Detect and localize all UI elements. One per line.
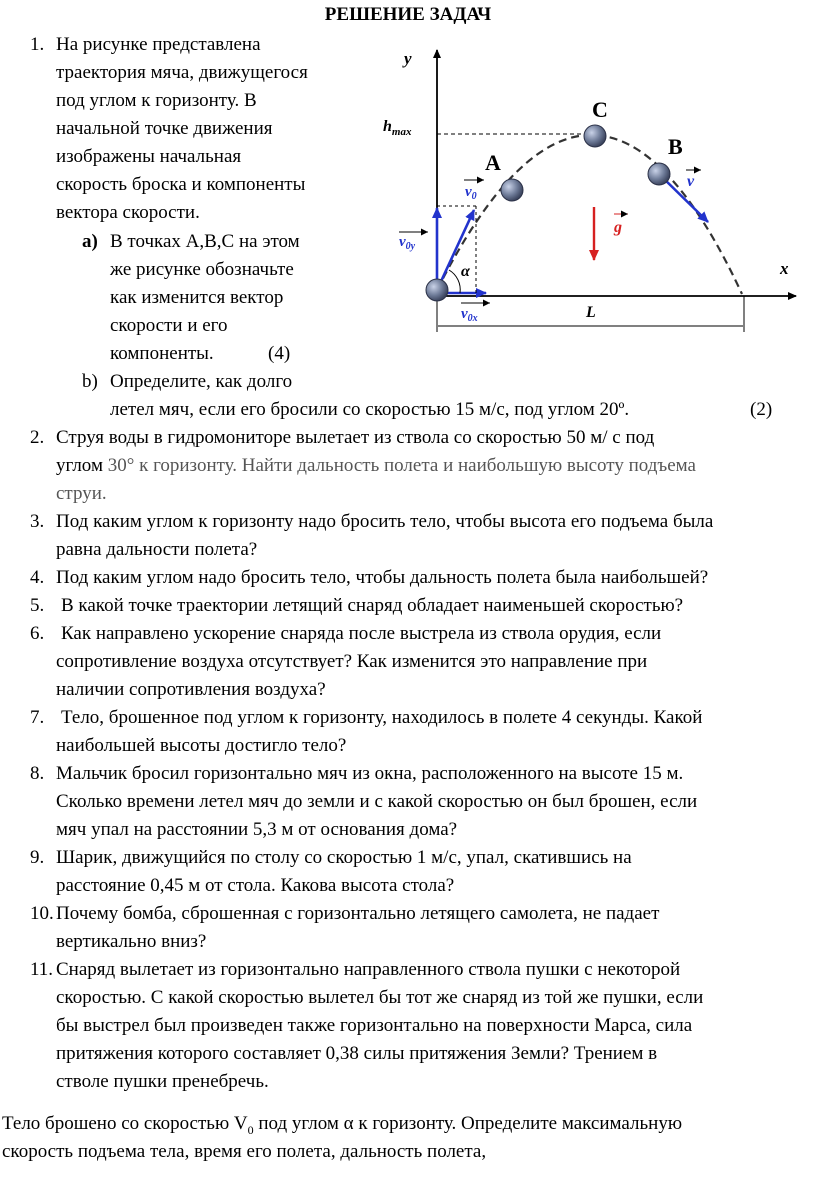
problem-1-line: изображены начальная [56,146,242,167]
subtask-b-line: летел мяч, если его бросили со скоростью 15 м/с, под углом 20º. [110,399,630,420]
problem-9-number: 9. [30,847,45,868]
problem-3-number: 3. [30,511,45,532]
problem-10-line: Почему бомба, сброшенная с горизонтально летящего самолета, не падает [56,903,660,924]
problem-1-line: траектория мяча, движущегося [56,62,308,83]
problem-1-line: вектора скорости. [56,202,200,223]
problem-9-line: Шарик, движущийся по столу со скоростью 1 м/с, упал, скатившись на [56,847,632,868]
problem-2-text-black: углом [56,455,108,476]
svg-text:v: v [687,173,695,190]
subtask-a-line: скорости и его [110,315,228,336]
trajectory-curve [437,135,742,294]
problem-6-line: наличии сопротивления воздуха? [56,679,326,700]
subtask-a-points: (4) [268,343,291,364]
problem-11-line: стволе пушки пренебречь. [56,1071,269,1092]
problem-6-line: сопротивление воздуха отсутствует? Как изменится это направление при [56,651,648,672]
problem-11-line: Снаряд вылетает из горизонтально направленного ствола пушки с некоторой [56,959,681,980]
problem-10-line: вертикально вниз? [56,931,207,952]
x-axis-label: x [780,259,789,278]
problem-3-line: Под каким углом к горизонту надо бросить тело, чтобы высота его подъема была [56,511,714,532]
problem-11-line: скоростью. С какой скоростью вылетел бы тот же снаряд из той же пушки, если [56,987,704,1008]
alpha-label: α [461,263,470,280]
problem-1-line: под углом к горизонту. В [56,90,257,111]
problem-7-line: Тело, брошенное под углом к горизонту, находилось в полете 4 секунды. Какой [61,707,703,728]
final-task-line: скорость подъема тела, время его полета, дальность полета, [2,1141,487,1162]
problem-9-line: расстояние 0,45 м от стола. Какова высота стола? [56,875,455,896]
v0x-label [461,303,490,324]
problem-7-line: наибольшей высоты достигло тело? [56,735,347,756]
subtask-b-line: Определите, как долго [110,371,293,392]
problem-2-line [56,453,696,479]
problem-8-line: Мальчик бросил горизонтально мяч из окна, расположенного на высоте 15 м. [56,763,684,784]
problem-10-number: 10. [30,903,54,924]
problem-8-line: Сколько времени летел мяч до земли и с какой скоростью он был брошен, если [56,791,698,812]
problem-11-line: бы выстрел был произведен также горизонтально на поверхности Марса, сила [56,1015,693,1036]
problem-3-line: равна дальности полета? [56,539,258,560]
problem-2-number: 2. [30,427,45,448]
svg-text:v0x: $v_{0x}$ [461,306,478,324]
svg-text:v0y: $v_{0y}$ [399,234,416,252]
problem-11-number: 11. [30,959,54,980]
problem-6-number: 6. [30,623,45,644]
final-task-text: Тело брошено со скоростью V [2,1113,248,1134]
v-label [686,170,701,190]
problem-1-line: начальной точке движения [56,118,273,139]
v0y-label [399,232,428,252]
ball-b [648,163,670,185]
problem-4-line: Под каким углом надо бросить тело, чтобы дальность полета была наибольшей? [56,567,709,588]
problem-5-line: В какой точке траектории летящий снаряд обладает наименьшей скоростью? [61,595,684,616]
page-title: РЕШЕНИЕ ЗАДАЧ [324,4,492,25]
point-a-label: A [485,150,501,175]
problem-1-number: 1. [30,34,45,55]
hmax-label: $h_{max}$ [383,118,412,138]
svg-text:v0: $v_0$ [465,184,477,202]
trajectory-figure [360,40,806,340]
subtask-a-line: как изменится вектор [110,287,284,308]
ball-start [426,279,448,301]
final-task-subscript: 0 [247,1122,254,1137]
y-axis-label: y [404,49,412,68]
problem-8-line: мяч упал на расстоянии 5,3 м от основания дома? [56,819,458,840]
problem-6-line: Как направлено ускорение снаряда после выстрела из ствола орудия, если [61,623,662,644]
problem-11-line: притяжения которого составляет 0,38 силы притяжения Земли? Трением в [56,1043,658,1064]
problem-4-number: 4. [30,567,45,588]
l-label: L [586,304,596,321]
ball-c [584,125,606,147]
point-c-label: C [592,97,608,122]
problem-8-number: 8. [30,763,45,784]
final-task-text: под углом α к горизонту. Определите максимальную [253,1113,683,1134]
subtask-a-line: же рисунке обозначьте [110,259,294,280]
problem-2-text-gray: 30° к горизонту. Найти дальность полета и наибольшую высоту подъема [107,455,696,476]
subtask-b-label: b) [82,371,98,392]
alpha-arc [449,270,460,293]
subtask-b-points: (2) [750,399,773,420]
problem-1-line: скорость броска и компоненты [56,174,306,195]
subtask-a-label: а) [82,231,98,252]
g-label [613,214,628,236]
svg-text:g: g [614,219,622,236]
subtask-a-line: компоненты. [110,343,214,364]
problem-1-line: На рисунке представлена [56,34,261,55]
subtask-a-line: В точках А,В,С на этом [110,231,300,252]
problem-2-line: Струя воды в гидромониторе вылетает из ствола со скоростью 50 м/ с под [56,427,655,448]
v0-label [464,180,484,202]
problem-7-number: 7. [30,707,45,728]
problem-2-line: струи. [56,483,107,504]
point-b-label: B [668,134,683,159]
problem-5-number: 5. [30,595,45,616]
ball-a [501,179,523,201]
